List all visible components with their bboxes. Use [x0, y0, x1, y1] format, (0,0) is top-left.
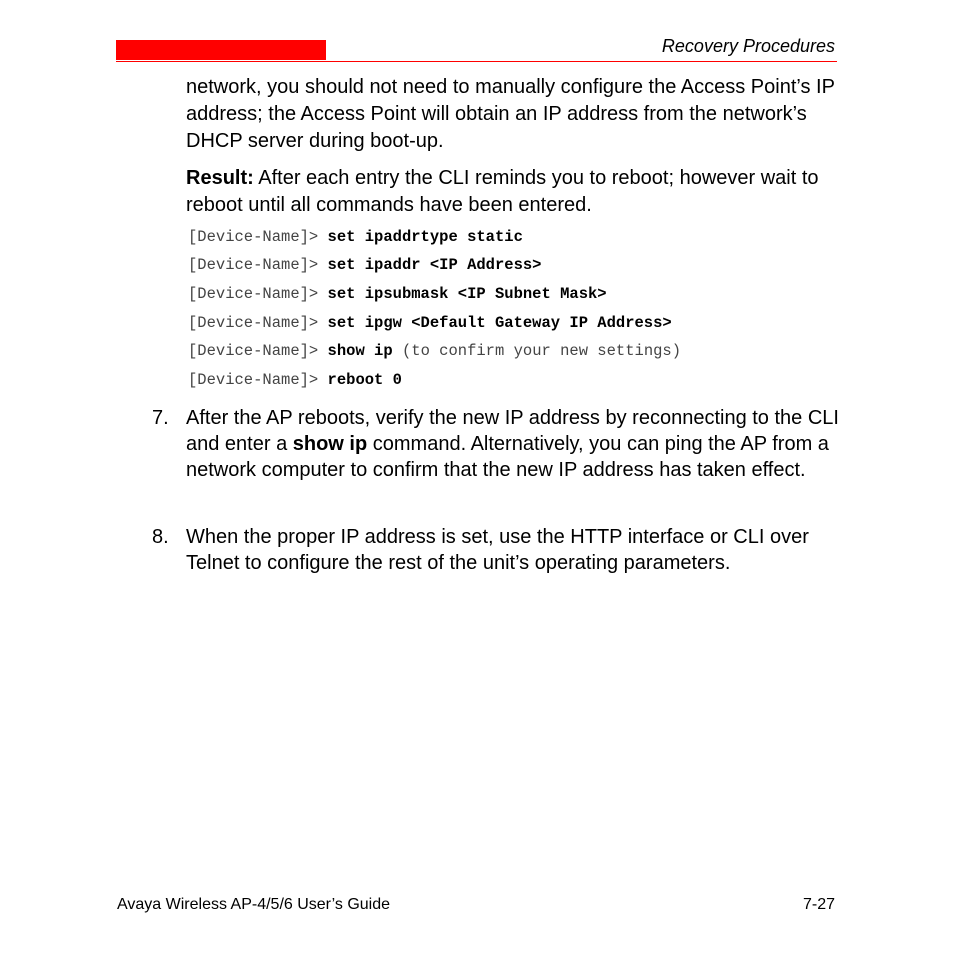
cli-prompt: [Device-Name]>: [188, 371, 319, 389]
step-number: 8.: [152, 526, 169, 548]
code-line: [188, 313, 672, 333]
result-paragraph: [186, 165, 846, 219]
cli-command: set ipaddrtype static: [327, 228, 523, 246]
step-text-part: After the AP reboots, verify the new IP address by reconnecting to the CLI and enter a: [186, 407, 839, 455]
cli-command: set ipgw <Default Gateway IP Address>: [327, 314, 672, 332]
paragraph-dhcp: network, you should not need to manually configure the Access Point’s IP address; the Access Point will obtain an IP address from the network’s DHCP server during boot-up.: [186, 76, 835, 152]
code-line: [188, 227, 523, 247]
cli-prompt: [Device-Name]>: [188, 342, 319, 360]
step-text: [186, 405, 846, 483]
footer-guide-title: Avaya Wireless AP-4/5/6 User’s Guide: [117, 896, 391, 913]
step-text: When the proper IP address is set, use the HTTP interface or CLI over Telnet to configure the rest of the unit’s operating parameters.: [186, 526, 809, 574]
code-line: [188, 341, 681, 361]
cli-command: show ip: [327, 342, 393, 360]
cli-command: set ipsubmask <IP Subnet Mask>: [327, 285, 607, 303]
header-accent-bar: [116, 40, 326, 60]
code-line: [188, 284, 607, 304]
step-text-part: command. Alternatively, you can ping the AP from a network computer to confirm that the new IP address has taken effect.: [186, 433, 829, 481]
code-line: [188, 370, 402, 390]
result-label: Result:: [186, 167, 254, 189]
cli-command: reboot 0: [327, 371, 402, 389]
cli-prompt: [Device-Name]>: [188, 285, 319, 303]
running-header: Recovery Procedures: [661, 36, 835, 56]
cli-command: set ipaddr <IP Address>: [327, 256, 542, 274]
cli-prompt: [Device-Name]>: [188, 314, 319, 332]
header-rule: [116, 61, 837, 62]
cli-prompt: [Device-Name]>: [188, 256, 319, 274]
cli-note: (to confirm your new settings): [392, 342, 682, 360]
footer-page-number: 7-27: [802, 896, 835, 913]
step-number: 7.: [152, 407, 169, 429]
step-command: show ip: [292, 433, 368, 455]
cli-prompt: [Device-Name]>: [188, 228, 319, 246]
code-line: [188, 255, 541, 275]
result-text: After each entry the CLI reminds you to reboot; however wait to reboot until all commands have been entered.: [186, 167, 819, 216]
